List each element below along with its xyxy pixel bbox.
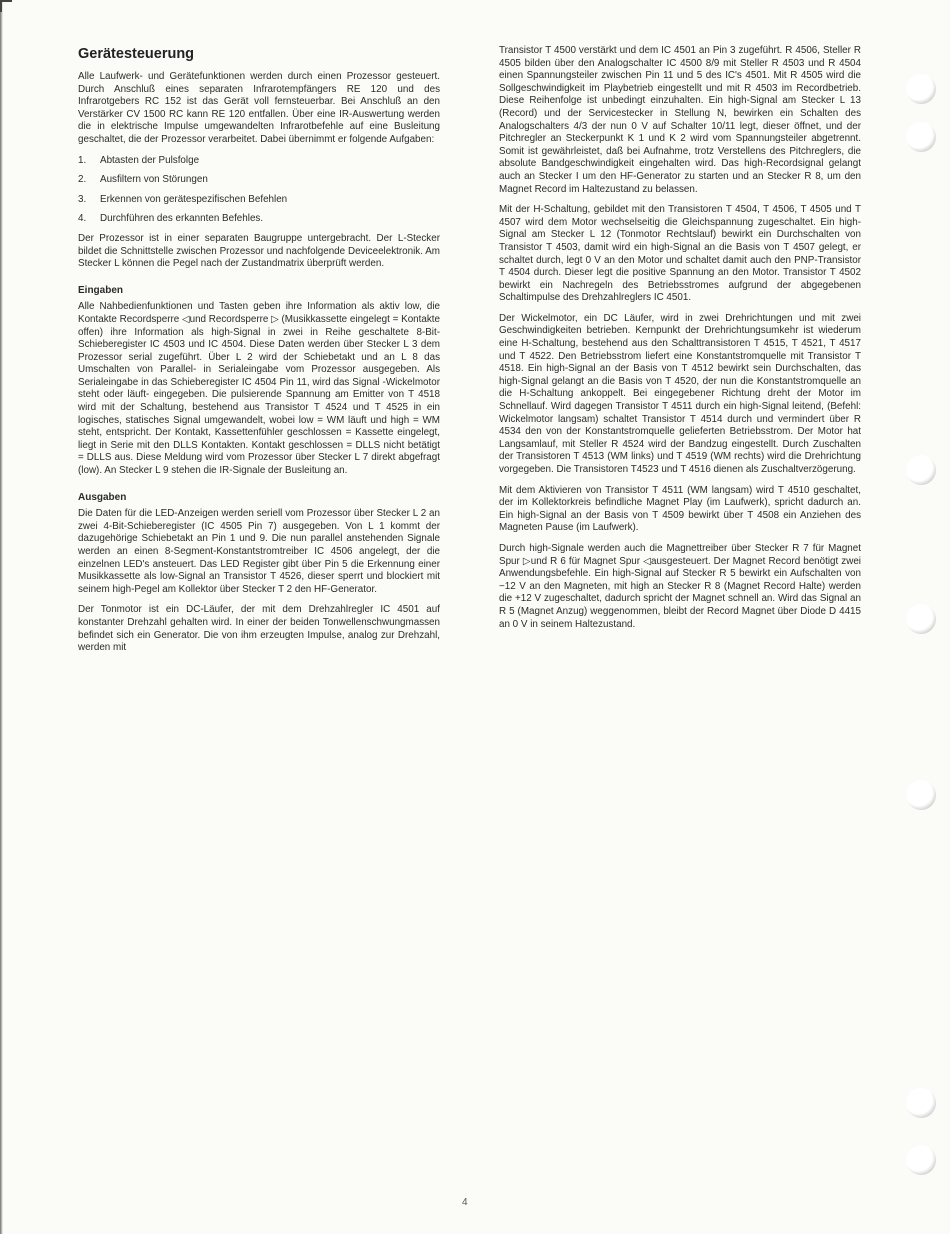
binder-hole <box>906 455 936 485</box>
task-item <box>78 155 440 168</box>
task-text: Durchführen des erkannten Befehles. <box>100 213 264 225</box>
task-number: 1. <box>78 154 87 166</box>
task-text: Erkennen von gerätespezifischen Befehlen <box>100 193 288 205</box>
binder-hole <box>906 122 936 152</box>
intro-paragraph: Alle Laufwerk- und Gerätefunktionen werden durch einen Prozessor gesteuert. Durch Anschluß eines separaten Infrarotempfängers RE 120 und des Infrarotgebers RC 152 ist das Gerät voll fernsteuerbar. Bei Anschluß an den Verstärker CV 1500 RC kann RE 120 entfallen. Über eine IR-Auswertung werden die in elektrische Impulse umgewandelten Infrarotbefehle auf eine Busleitung geschaltet, die der Prozessor verarbeitet. Dabei übernimmt er folgende Aufgaben: <box>78 71 440 145</box>
task-number: 4. <box>78 213 87 225</box>
ausgaben-heading: Ausgaben <box>78 491 127 503</box>
binder-hole <box>906 604 936 634</box>
right-column <box>499 45 861 639</box>
h-schaltung-paragraph: Mit der H-Schaltung, gebildet mit den Transistoren T 4504, T 4506, T 4505 und T 4507 wird dem Motor wechselseitig die Gleichspannung zugeschaltet. Ein high-Signal am Stecker L 12 (Tonmotor Rechtslauf) bewirkt ein Durchschalten von Transistor T 4503, damit wird ein high-Signal an die Basis von T 4507 gelegt, er schaltet durch, legt 0 V an den Motor und schaltet damit auch den PNP-Transistor T 4504 durch. Dieser legt die positive Spannung an den Motor. Transistor T 4502 bewirkt ein Nachregeln des Betriebsstromes aufgrund der abgegebenen Schaltimpulse des Drehzahlreglers IC 4501. <box>499 204 861 304</box>
binder-hole <box>906 1145 936 1175</box>
binder-hole <box>906 74 936 104</box>
magnet-play-paragraph: Mit dem Aktivieren von Transistor T 4511 (WM langsam) wird T 4510 geschaltet, der im Kollektorkreis befindliche Magnet Play (im Laufwerk), spricht dadurch an. Ein high-Signal an der Basis von T 4509 bewirkt über T 4508 ein Anziehen des Magneten Pause (im Laufwerk). <box>499 484 861 534</box>
task-text: Abtasten der Pulsfolge <box>100 154 200 166</box>
binder-hole <box>906 1088 936 1118</box>
left-column <box>78 45 440 663</box>
page-title: Gerätesteuerung <box>78 46 195 62</box>
scan-corner-mark <box>0 0 12 12</box>
task-text: Ausfiltern von Störungen <box>100 174 208 186</box>
task-number: 3. <box>78 193 87 205</box>
drehzahl-paragraph: Transistor T 4500 verstärkt und dem IC 4501 an Pin 3 zugeführt. R 4506, Steller R 4505 bilden über den Analogschalter IC 4500 8/9 mit Steller R 4503 und R 4504 einen Spannungsteiler zwischen Pin 11 und 5 des IC's 4501. Mit R 4505 wird die Sollgeschwindigkeit im Playbetrieb eingestellt und mit R 4503 im Recordbetrieb. Diese Reihenfolge ist unbedingt einzuhalten. Ein high-Signal am Stecker L 13 (Record) und der Servicestecker in Stellung N, bewirken ein Schalten des Analogschalters 4/3 der nun 0 V auf Schalter 10/11 legt, dieser öffnet, und der Pitchregler an Steckerpunkt K 1 und K 2 wird vom Spannungsteiler abgetrennt. Somit ist gewährleistet, daß bei Aufnahme, trotz Verstellens des Pitchreglers, die absolute Bandgeschwindigkeit eingehalten wird. Das high-Recordsignal gelangt auch an Stecker I um den HF-Generator zu starten und an Stecker R 8, um den Magnet Record im Haltezustand zu belassen. <box>499 45 861 195</box>
eingaben-heading: Eingaben <box>78 284 124 296</box>
page-number: 4 <box>462 1197 468 1208</box>
magnet-treiber-paragraph: Durch high-Signale werden auch die Magnettreiber über Stecker R 7 für Magnet Spur ▷und R 6 für Magnet Spur ◁ausgesteuert. Der Magnet Record benötigt zwei Anwendungsbefehle. Ein high-Signal auf Stecker R 5 bewirkt ein Aufschalten von −12 V an den Magneten, mit high an Stecker R 8 (Magnet Record Halte) werden die +12 V zugeschaltet, dadurch spricht der Magnet schnell an. Wird das Signal an R 5 (Magnet Anzug) weggenommen, bleibt der Record Magnet über Diode D 4415 an 0 V in seinem Haltezustand. <box>499 542 861 630</box>
wickelmotor-paragraph: Der Wickelmotor, ein DC Läufer, wird in zwei Drehrichtungen und mit zwei Geschwindigkeiten betrieben. Kernpunkt der Drehrichtungsumkehr ist wiederum eine H-Schaltung, bestehend aus den Schalttransistoren T 4515, T 4521, T 4517 und T 4522. Den Betriebsstrom liefert eine Konstantstromquelle mit Transistor T 4518. Ein high-Signal an der Basis von T 4512 bewirkt sein Durchschalten, das high-Signal gelangt an die Basis von T 4520, der nun die Konstantstromquelle an die H-Schaltung ankoppelt. Bei eingegebener Richtung dreht der Motor im Schnellauf. Wird dagegen Transistor T 4511 durch ein high-Signal leitend, (Befehl: Wickelmotor langsam) schaltet Transistor T 4514 durch und vermindert über R 4534 den von der Konstantstromquelle gelieferten Betriebsstrom. Der Motor hat Langsamlauf, mit Steller R 4524 wird der Bandzug eingestellt. Durch Zuschalten der Transistoren T 4513 (WM links) und T 4519 (WM rechts) wird die Drehrichtung vorgegeben. Die Transistoren T4523 und T 4516 dienen als Zuschaltverzögerung. <box>499 312 861 475</box>
eingaben-paragraph: Alle Nahbedienfunktionen und Tasten geben ihre Information als aktiv low, die Kontakte Recordsperre ◁und Recordsperre ▷ (Musikkassette eingelegt = Kontakte offen) ihre Information als high-Signal in zwei in Reihe geschaltete 8-Bit-Schieberegister IC 4503 und IC 4504. Diese Daten werden über Stecker L 3 dem Prozessor serial zugeführt. Über L 2 wird der Schiebetakt und an L 8 das Umschalten von Parallel- in Serialeingabe vom Prozessor ausgegeben. Als Serialeingabe in das Schieberegister IC 4504 Pin 11, wird das Signal -Wickelmotor steht oder läuft- eingegeben. Die pulsierende Spannung am Emitter von T 4518 wird mit der Schaltung, bestehend aus Transistor T 4524 und T 4525 in ein logisches, statisches Signal umgewandelt, wobei low = WM läuft und high = WM steht, entspricht. Der Kontakt, Kassettenfühler geschlossen = Kassette eingelegt, liegt in Serie mit den DLLS Kontakten. Kontakt geschlossen = DLLS nicht betätigt = DLLS aus. Diese Meldung wird vom Prozessor über Stecker L 7 direkt abgefragt (low). An Stecker L 9 stehen die IR-Signale der Busleitung an. <box>78 301 440 477</box>
ausgaben-paragraph: Die Daten für die LED-Anzeigen werden seriell vom Prozessor über Stecker L 2 an zwei 4-Bit-Schieberegister (IC 4505 Pin 7) ausgegeben. Von L 1 kommt der dazugehörige Schiebetakt an Pin 1 und 9. Die nun parallel anstehenden Signale werden an einen 8-Segment-Konstantstromtreiber IC 4506 angelegt, der die einzelnen LED's ansteuert. Das LED Register gibt über Pin 5 die Erkennung einer Musikkassette als low-Signal an Transistor T 4526, dieser sperrt und blockiert mit seinem high-Pegel am Kollektor über Stecker T 2 den HF-Generator. <box>78 508 440 595</box>
processor-paragraph: Der Prozessor ist in einer separaten Baugruppe untergebracht. Der L-Stecker bildet die Schnittstelle zwischen Prozessor und nachfolgende Deviceelektronik. Am Stecker L können die Pegel nach der Zustandmatrix überprüft werden. <box>78 232 440 270</box>
task-number: 2. <box>78 174 87 186</box>
binder-hole <box>906 780 936 810</box>
scanned-page-edge <box>0 0 3 1234</box>
task-item <box>78 194 440 207</box>
task-list <box>78 155 440 226</box>
task-item <box>78 174 440 187</box>
task-item <box>78 213 440 226</box>
tonmotor-paragraph: Der Tonmotor ist ein DC-Läufer, der mit dem Drehzahlregler IC 4501 auf konstanter Drehzahl gehalten wird. In einer der beiden Tonwellenschwungmassen befindet sich ein Generator. Die von ihm erzeugten Impulse, analog zur Drehzahl, werden mit <box>78 604 440 654</box>
